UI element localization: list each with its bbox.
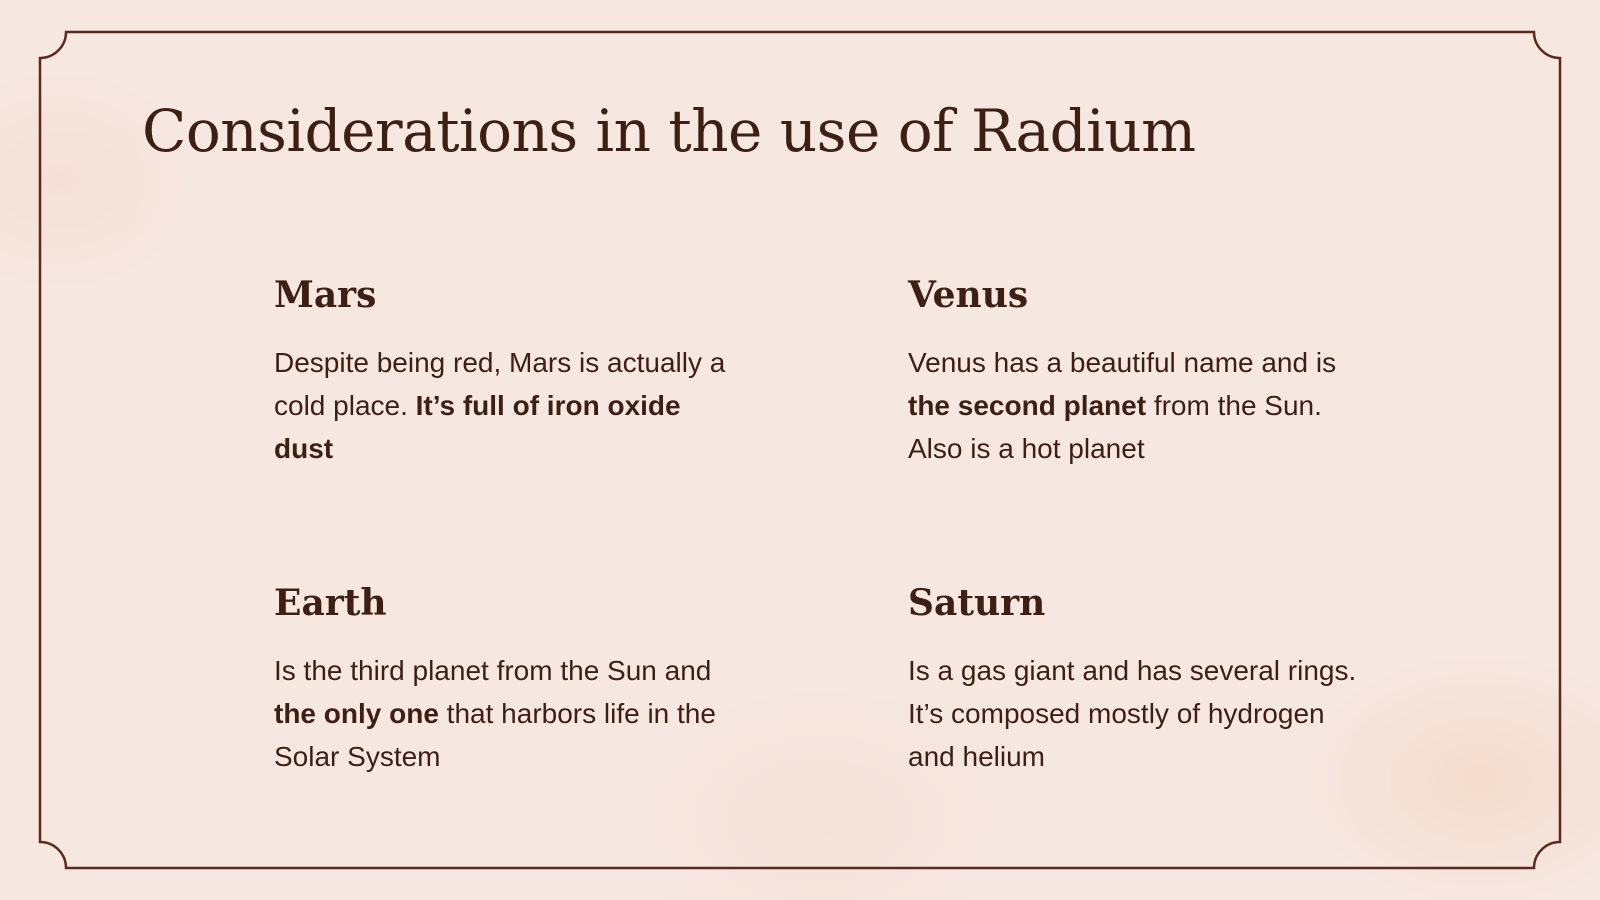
- card-heading: Venus: [908, 274, 1029, 316]
- card-venus: [908, 274, 1368, 470]
- card-text: Despite being red, Mars is actually a cold place.: [274, 347, 726, 422]
- card-text-emphasis: the only one: [274, 698, 439, 730]
- card-saturn: [908, 582, 1368, 778]
- card-text-emphasis: It’s full of iron oxide dust: [274, 390, 681, 465]
- card-heading: Mars: [274, 274, 377, 316]
- card-text: Venus has a beautiful name and is: [908, 347, 1337, 379]
- card-description: [274, 341, 734, 470]
- slide-title: Considerations in the use of Radium: [142, 97, 1196, 165]
- card-heading: Saturn: [908, 582, 1046, 624]
- card-text: from the Sun. Also is a hot planet: [908, 390, 1322, 465]
- card-heading: Earth: [274, 582, 387, 624]
- card-earth: [274, 582, 734, 778]
- card-text: Is the third planet from the Sun and: [274, 655, 712, 687]
- card-description: [274, 649, 734, 778]
- card-text: that harbors life in the Solar System: [274, 698, 716, 773]
- card-description: [908, 341, 1368, 470]
- card-description: [908, 649, 1368, 778]
- card-text-emphasis: the second planet: [908, 390, 1147, 422]
- card-mars: [274, 274, 734, 470]
- card-text: Is a gas giant and has several rings. It’s composed mostly of hydrogen and helium: [908, 655, 1357, 773]
